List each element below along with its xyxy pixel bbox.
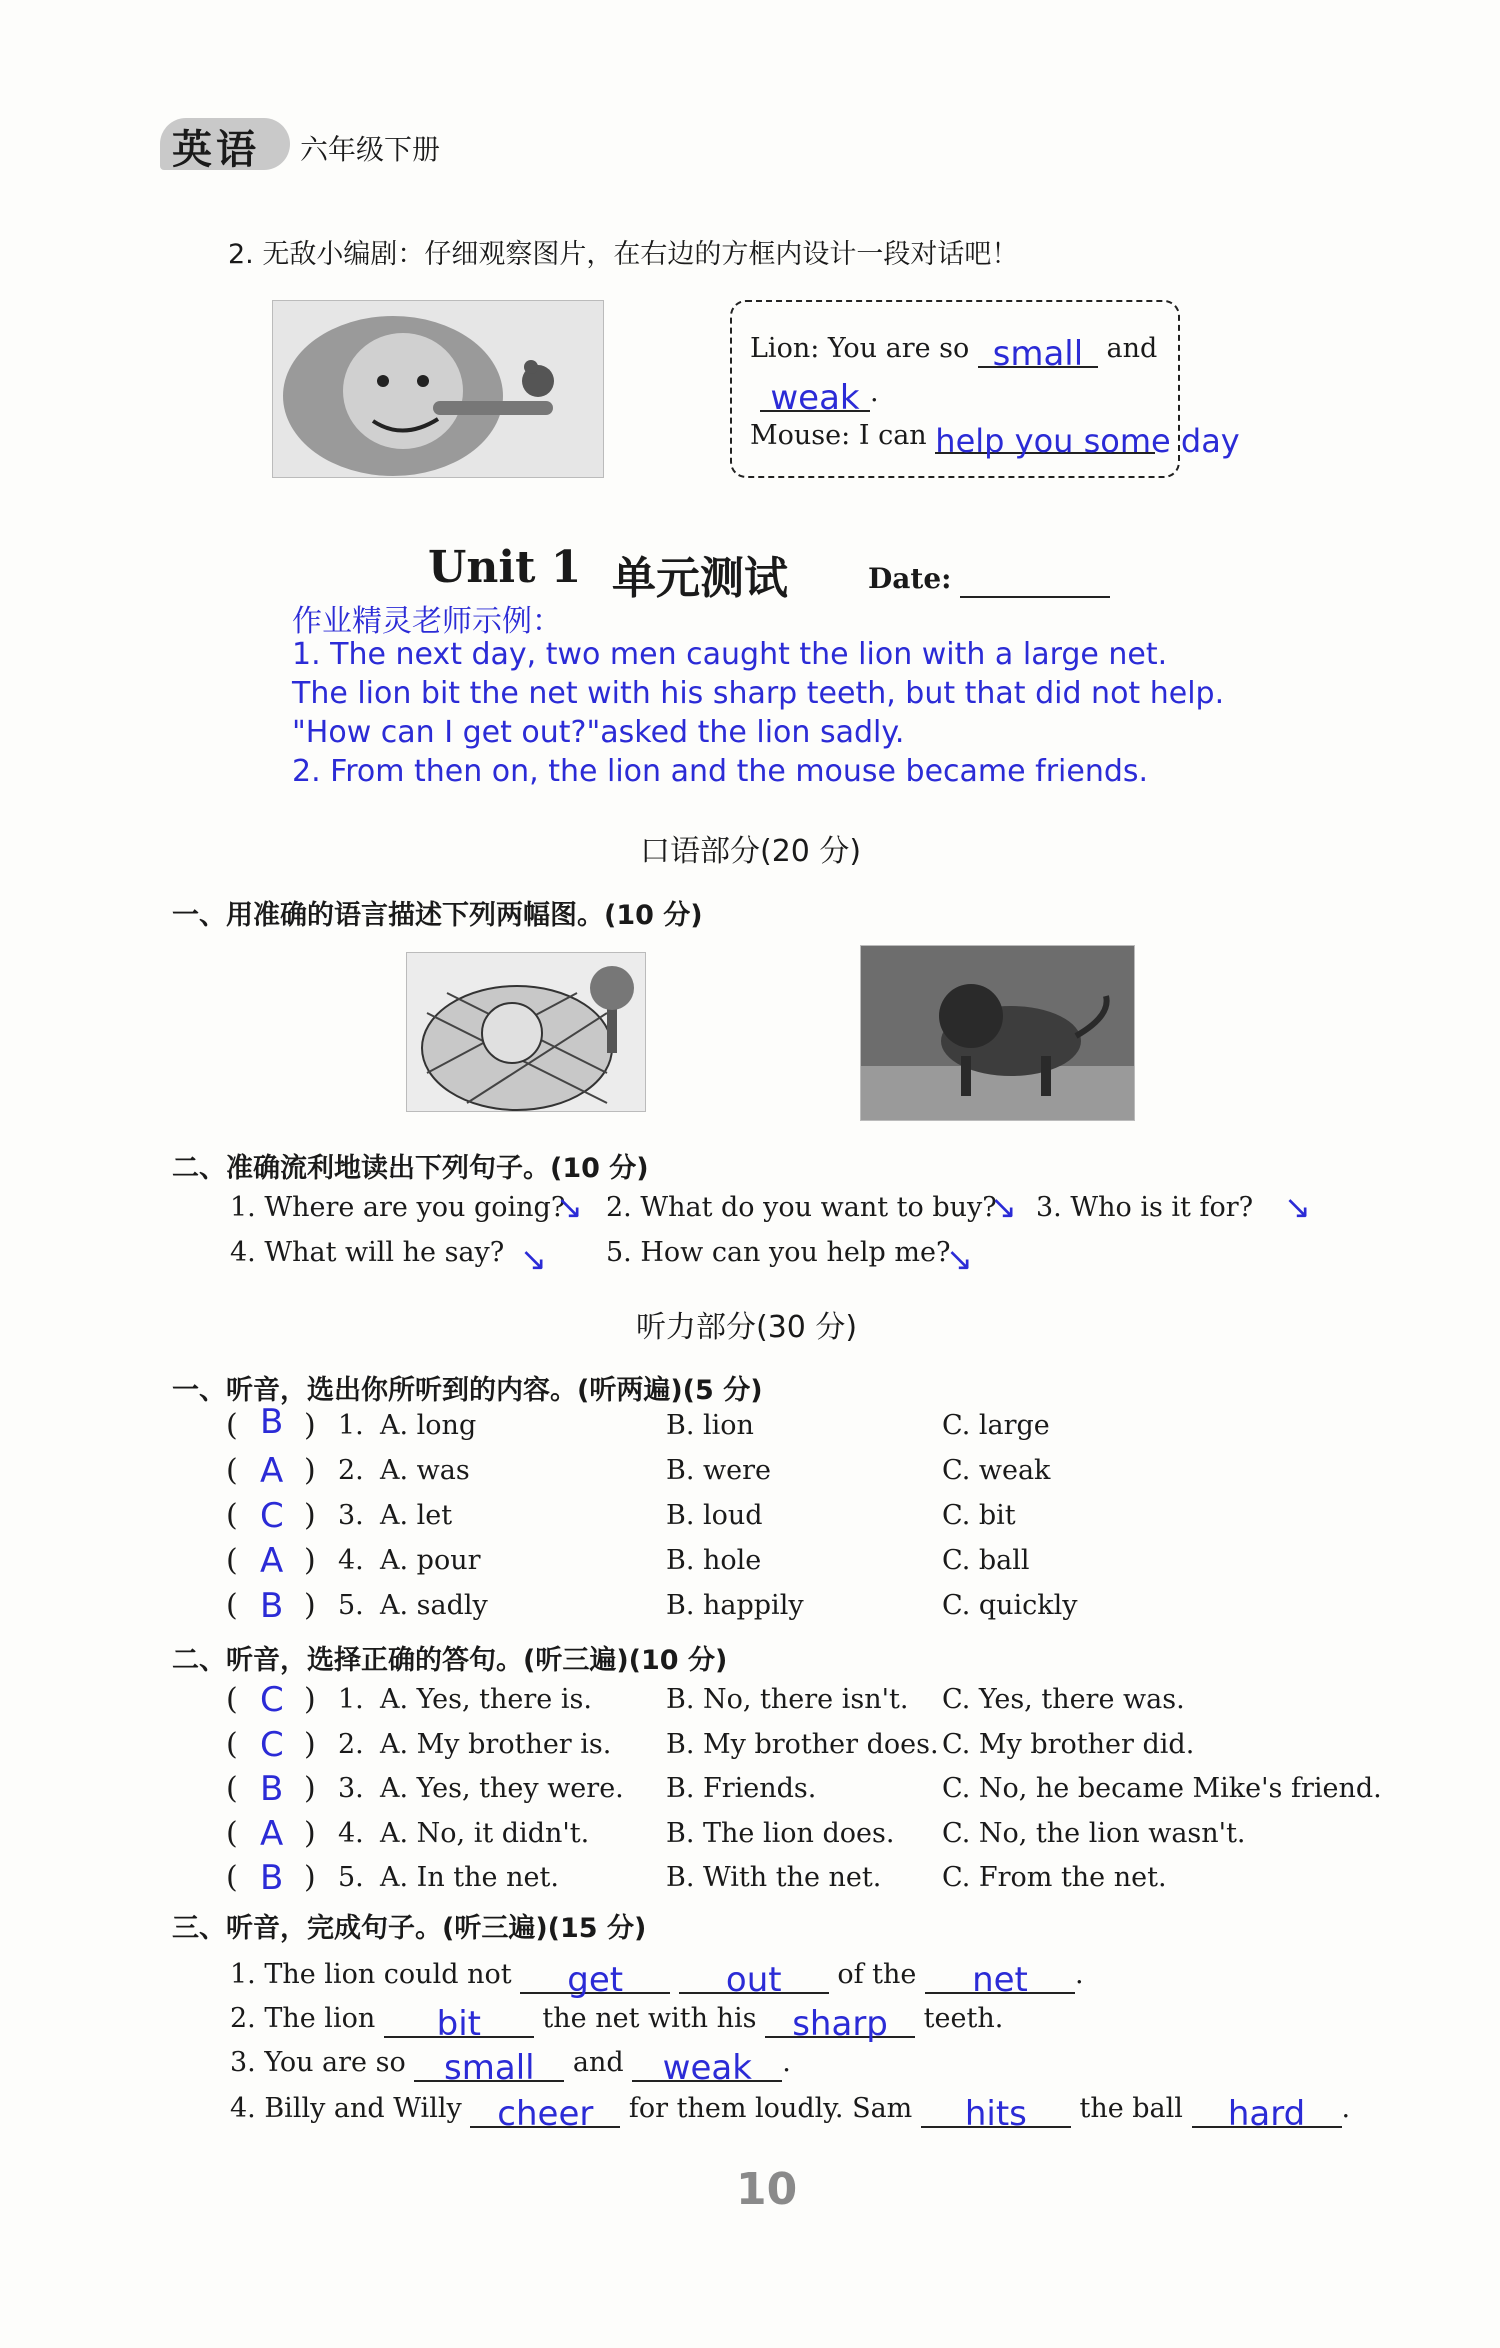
option-b: B. hole — [666, 1545, 762, 1576]
listen-s3: 三、听音，完成句子。(听三遍)(15 分) — [172, 1913, 647, 1944]
paren-close: ) — [304, 1543, 316, 1578]
paren-open: ( — [226, 1771, 238, 1806]
date-label: Date: — [868, 562, 952, 595]
paren-close: ) — [304, 1726, 316, 1762]
option-b: B. With the net. — [666, 1862, 882, 1893]
paren-close: ) — [304, 1682, 316, 1717]
paren-open: ( — [226, 1726, 238, 1762]
paren-open: ( — [226, 1682, 238, 1717]
item-number: 4. — [338, 1545, 364, 1576]
answer-choice[interactable]: C — [260, 1724, 284, 1765]
blank-weak-2[interactable] — [632, 2040, 782, 2088]
option-c: C. No, he became Mike's friend. — [942, 1773, 1382, 1804]
paren-open: ( — [226, 1815, 238, 1851]
option-c: C. Yes, there was. — [942, 1684, 1185, 1715]
answer-choice[interactable]: C — [260, 1680, 284, 1720]
answer-choice[interactable]: A — [260, 1813, 284, 1854]
option-b: B. were — [666, 1455, 771, 1486]
date-line[interactable] — [960, 596, 1110, 598]
oral-s2: 二、准确流利地读出下列句子。(10 分) — [172, 1153, 649, 1184]
period: . — [1075, 1959, 1084, 1990]
option-b: B. Friends. — [666, 1773, 817, 1804]
mouse-line — [750, 414, 1240, 460]
option-a: A. Yes, there is. — [380, 1684, 592, 1715]
lion-label: Lion: — [750, 333, 820, 364]
item-number: 2. — [338, 1728, 364, 1760]
answer-choice[interactable]: B — [260, 1402, 284, 1442]
answer-text: get — [567, 1960, 624, 2000]
fill-sentence-3 — [230, 2040, 791, 2088]
sentence-text: 1. The lion could not — [230, 1959, 512, 1990]
option-a: A. No, it didn't. — [380, 1817, 590, 1849]
sentence-text: 4. Billy and Willy — [230, 2093, 462, 2124]
option-c: C. quickly — [942, 1590, 1078, 1621]
blank-net[interactable] — [925, 1952, 1075, 2000]
oral-s1: 一、用准确的语言描述下列两幅图。(10 分) — [172, 900, 703, 931]
note-line-1: 1. The next day, two men caught the lion with a large net. — [292, 637, 1168, 672]
answer-text: bit — [436, 2004, 481, 2044]
option-c: C. No, the lion wasn't. — [942, 1817, 1246, 1849]
answer-text: hard — [1227, 2094, 1306, 2134]
answer-small: small — [992, 334, 1084, 374]
mouse-label: Mouse: — [750, 420, 851, 451]
option-b: B. The lion does. — [666, 1817, 895, 1849]
answer-choice[interactable]: A — [260, 1541, 284, 1581]
paren-open: ( — [226, 1453, 238, 1488]
lion-mouse-picture — [272, 300, 604, 478]
paren-close: ) — [304, 1453, 316, 1488]
list-item — [226, 1813, 1376, 1861]
option-b: B. happily — [666, 1590, 804, 1621]
sentence-text: for them loudly. Sam — [628, 2093, 913, 2124]
option-a: A. was — [380, 1455, 470, 1486]
paren-close: ) — [304, 1860, 316, 1895]
blank-help[interactable] — [935, 414, 1240, 460]
list-item — [226, 1453, 1376, 1498]
option-a: A. My brother is. — [380, 1728, 612, 1760]
unit-subtitle: 单元测试 — [612, 553, 788, 604]
fill-sentence-2 — [230, 1996, 1004, 2044]
page-number: 10 — [736, 2164, 798, 2215]
blank-bit[interactable] — [384, 1996, 534, 2044]
list-item — [226, 1860, 1376, 1905]
listen-s1: 一、听音，选出你所听到的内容。(听两遍)(5 分) — [172, 1375, 763, 1406]
option-a: A. pour — [380, 1545, 481, 1576]
item-number: 2. — [338, 1455, 364, 1486]
read-q3: 3. Who is it for? — [1036, 1192, 1254, 1223]
note-line-3: "How can I get out?"asked the lion sadly. — [292, 715, 905, 750]
read-q5: 5. How can you help me? — [606, 1237, 951, 1268]
list-item — [226, 1769, 1382, 1816]
lion-and: and — [1106, 333, 1158, 364]
falling-tone-arrow-2: ↘ — [990, 1188, 1017, 1226]
answer-choice[interactable]: C — [260, 1496, 284, 1536]
item-number: 5. — [338, 1590, 364, 1621]
answer-text: out — [725, 1960, 782, 2000]
option-c: C. weak — [942, 1455, 1051, 1486]
grade-subtitle: 六年级下册 — [300, 133, 441, 166]
option-c: C. large — [942, 1410, 1050, 1441]
option-a: A. Yes, they were. — [380, 1773, 624, 1804]
paren-open: ( — [226, 1498, 238, 1533]
paren-close: ) — [304, 1771, 316, 1806]
sentence-text: 2. The lion — [230, 2003, 376, 2034]
option-a: A. let — [380, 1500, 453, 1531]
paren-close: ) — [304, 1815, 316, 1851]
falling-tone-arrow-5: ↘ — [946, 1240, 973, 1278]
answer-weak: weak — [770, 378, 860, 418]
sentence-text: the net with his — [542, 2003, 757, 2034]
note-header: 作业精灵老师示例： — [292, 604, 562, 639]
paren-open: ( — [226, 1588, 238, 1623]
unit-title: Unit 1 — [428, 542, 582, 593]
option-b: B. lion — [666, 1410, 754, 1441]
mouse-text: I can — [858, 420, 927, 451]
blank-small[interactable] — [978, 326, 1098, 374]
list-item — [226, 1724, 1376, 1772]
list-item — [226, 1498, 1376, 1543]
period: . — [782, 2047, 791, 2078]
answer-text: net — [972, 1960, 1028, 2000]
blank-hard[interactable] — [1192, 2086, 1342, 2134]
option-b: B. loud — [666, 1500, 763, 1531]
blank-get[interactable] — [520, 1952, 670, 2000]
answer-choice[interactable]: B — [260, 1586, 284, 1626]
note-line-4: 2. From then on, the lion and the mouse became friends. — [292, 754, 1149, 789]
answer-text: cheer — [497, 2094, 594, 2134]
option-c: C. ball — [942, 1545, 1030, 1576]
list-item — [226, 1543, 1376, 1588]
answer-choice[interactable]: A — [260, 1451, 284, 1491]
blank-weak[interactable] — [760, 370, 870, 418]
period: . — [1341, 2093, 1351, 2124]
list-item — [226, 1682, 1376, 1727]
item-number: 4. — [338, 1817, 364, 1849]
paren-close: ) — [304, 1588, 316, 1623]
sentence-text: and — [572, 2047, 624, 2078]
sentence-text: teeth. — [923, 2003, 1004, 2034]
lion-in-net-picture — [406, 952, 646, 1112]
read-q2: 2. What do you want to buy? — [606, 1192, 997, 1223]
blank-small-2[interactable] — [414, 2040, 564, 2088]
option-a: A. In the net. — [380, 1862, 559, 1893]
fill-sentence-4 — [230, 2086, 1351, 2134]
paren-close: ) — [304, 1498, 316, 1533]
answer-choice[interactable]: B — [260, 1858, 284, 1898]
sentence-text: 3. You are so — [230, 2047, 406, 2078]
option-c: C. My brother did. — [942, 1728, 1195, 1760]
option-b: B. No, there isn't. — [666, 1684, 909, 1715]
item-number: 3. — [338, 1500, 364, 1531]
lion-line-2 — [760, 370, 879, 418]
q2-prompt: 2. 无敌小编剧：仔细观察图片，在右边的方框内设计一段对话吧！ — [228, 239, 1019, 270]
paren-open: ( — [226, 1543, 238, 1578]
blank-out[interactable] — [679, 1952, 829, 2000]
falling-tone-arrow-4: ↘ — [520, 1240, 547, 1278]
lion-text: You are so — [827, 333, 970, 364]
period: . — [870, 377, 879, 408]
lion-walking-picture — [860, 945, 1135, 1121]
paren-open: ( — [226, 1408, 238, 1443]
item-number: 1. — [338, 1684, 364, 1715]
paren-open: ( — [226, 1860, 238, 1895]
option-a: A. sadly — [380, 1590, 488, 1621]
option-b: B. My brother does. — [666, 1728, 939, 1760]
read-q1: 1. Where are you going? — [230, 1192, 566, 1223]
read-q4: 4. What will he say? — [230, 1237, 505, 1268]
paren-close: ) — [304, 1408, 316, 1443]
falling-tone-arrow-1: ↘ — [556, 1188, 583, 1226]
item-number: 3. — [338, 1773, 364, 1804]
answer-text: small — [444, 2048, 535, 2088]
sentence-text: the ball — [1079, 2093, 1183, 2124]
fill-sentence-1 — [230, 1952, 1084, 2000]
listen-s1-list — [226, 1402, 1376, 1633]
listen-s2-list — [226, 1680, 1382, 1905]
sentence-text: of the — [837, 1959, 917, 1990]
option-c: C. From the net. — [942, 1862, 1167, 1893]
blank-sharp[interactable] — [765, 1996, 915, 2044]
falling-tone-arrow-3: ↘ — [1284, 1188, 1311, 1226]
item-number: 1. — [338, 1410, 364, 1441]
option-c: C. bit — [942, 1500, 1016, 1531]
option-a: A. long — [380, 1410, 477, 1441]
subject-title: 英语 — [172, 127, 260, 173]
blank-hits[interactable] — [921, 2086, 1071, 2134]
listen-title: 听力部分(30 分) — [636, 1310, 858, 1345]
note-line-2: The lion bit the net with his sharp teeth, but that did not help. — [292, 676, 1225, 711]
answer-choice[interactable]: B — [260, 1769, 284, 1809]
item-number: 5. — [338, 1862, 364, 1893]
answer-text: hits — [964, 2094, 1027, 2134]
list-item — [226, 1588, 1376, 1633]
blank-cheer[interactable] — [470, 2086, 620, 2134]
list-item — [226, 1402, 1376, 1453]
oral-title: 口语部分(20 分) — [640, 834, 862, 869]
listen-s2: 二、听音，选择正确的答句。(听三遍)(10 分) — [172, 1645, 728, 1676]
answer-text: weak — [662, 2048, 752, 2088]
answer-text: sharp — [792, 2004, 888, 2044]
lion-line — [750, 326, 1158, 374]
answer-help: help you some day — [935, 422, 1240, 460]
